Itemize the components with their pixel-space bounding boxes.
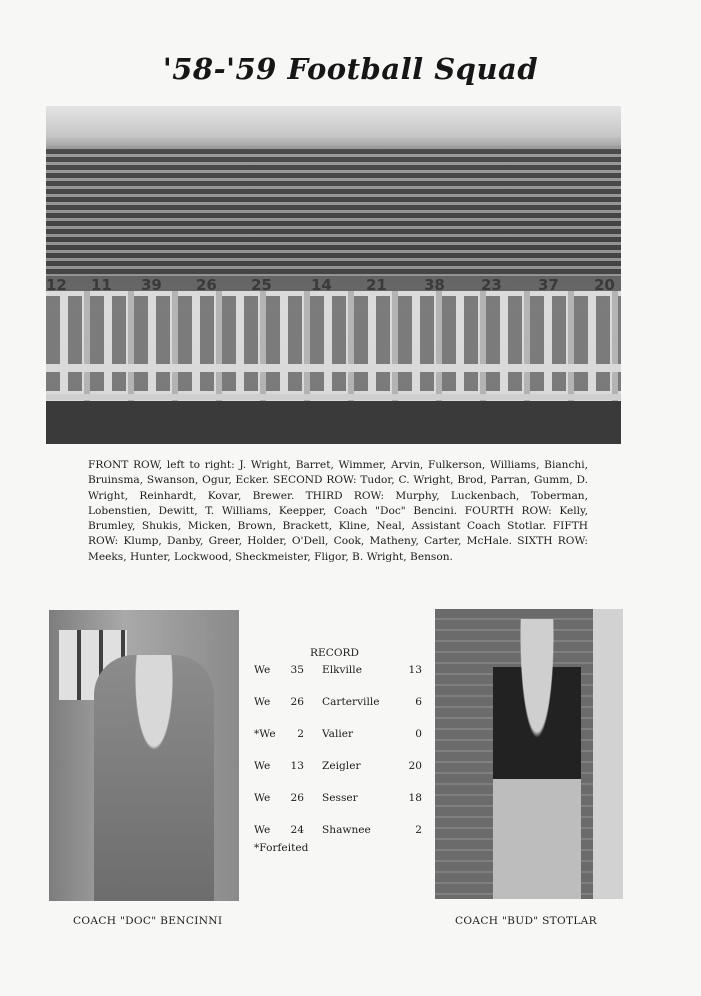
opponent-score: 13 bbox=[408, 664, 422, 676]
jersey-number: 38 bbox=[424, 276, 445, 294]
opponent-name: Elkville bbox=[322, 664, 362, 676]
opponent-name: Zeigler bbox=[322, 760, 361, 772]
jersey-number: 11 bbox=[91, 276, 112, 294]
bleachers bbox=[46, 146, 621, 276]
team-label: We bbox=[254, 792, 271, 804]
page-title: '58-'59 Football Squad bbox=[162, 52, 539, 86]
jersey-number: 39 bbox=[141, 276, 162, 294]
front-rail bbox=[46, 364, 621, 372]
stadium-roof bbox=[46, 106, 621, 138]
record-row bbox=[254, 792, 422, 808]
record-row bbox=[254, 664, 422, 680]
ground bbox=[46, 401, 621, 444]
our-score: 13 bbox=[290, 760, 304, 772]
opponent-score: 20 bbox=[408, 760, 422, 772]
jersey-number: 20 bbox=[594, 276, 615, 294]
our-score: 2 bbox=[297, 728, 304, 740]
record-heading: RECORD bbox=[310, 647, 359, 659]
our-score: 26 bbox=[290, 696, 304, 708]
our-score: 26 bbox=[290, 792, 304, 804]
coach-bud-caption: COACH "BUD" STOTLAR bbox=[455, 915, 597, 927]
record-row bbox=[254, 728, 422, 744]
coach-figure bbox=[493, 619, 581, 899]
team-label: We bbox=[254, 696, 271, 708]
jersey-number: 21 bbox=[366, 276, 387, 294]
coach-bud-photo bbox=[435, 609, 623, 899]
record-row bbox=[254, 760, 422, 776]
team-label: *We bbox=[254, 728, 276, 740]
opponent-name: Carterville bbox=[322, 696, 380, 708]
coach-doc-photo bbox=[49, 610, 239, 901]
coach-figure bbox=[94, 655, 214, 901]
opponent-name: Sesser bbox=[322, 792, 358, 804]
opponent-score: 6 bbox=[415, 696, 422, 708]
opponent-name: Shawnee bbox=[322, 824, 371, 836]
jersey-number: 14 bbox=[311, 276, 332, 294]
team-label: We bbox=[254, 824, 271, 836]
opponent-score: 2 bbox=[415, 824, 422, 836]
team-label: We bbox=[254, 664, 271, 676]
opponent-score: 0 bbox=[415, 728, 422, 740]
jersey-number: 23 bbox=[481, 276, 502, 294]
our-score: 35 bbox=[290, 664, 304, 676]
record-row bbox=[254, 696, 422, 712]
jersey-number: 26 bbox=[196, 276, 217, 294]
lower-rail bbox=[46, 394, 621, 400]
opponent-name: Valier bbox=[322, 728, 354, 740]
record-row bbox=[254, 824, 422, 840]
player-heads bbox=[46, 296, 621, 391]
team-label: We bbox=[254, 760, 271, 772]
team-caption: FRONT ROW, left to right: J. Wright, Barret, Wimmer, Arvin, Fulkerson, Williams, Bianchi, Bruinsma, Swanson, Ogur, Ecker. SECOND ROW: Tudor, C. Wright, Brod, Parran, Gumm, D. Wright, Reinhardt, Kovar, Brewer. THIRD ROW: Murphy, Luckenbach, Toberman, Lobenstien, Dewitt, T. Williams, Keepper, Coach "Doc" Bencini. FOURTH ROW: Kelly, Brumley, Shukis, Micken, Brown, Brackett, Kline, Neal, Assistant Coach Stotlar. FIFTH ROW: Klump, Danby, Greer, Holder, O'Dell, Cook, Matheny, Carter, McHale. SIXTH ROW: Meeks, Hunter, Lockwood, Sheckmeister, Fligor, B. Wright, Benson. bbox=[88, 459, 588, 563]
wall bbox=[593, 609, 623, 899]
opponent-score: 18 bbox=[408, 792, 422, 804]
team-photo bbox=[46, 106, 621, 444]
jersey-number: 37 bbox=[538, 276, 559, 294]
coach-doc-caption: COACH "DOC" BENCINNI bbox=[73, 915, 223, 927]
jersey-number: 12 bbox=[46, 276, 67, 294]
jersey-number: 25 bbox=[251, 276, 272, 294]
our-score: 24 bbox=[290, 824, 304, 836]
record-footnote: *Forfeited bbox=[254, 842, 309, 854]
